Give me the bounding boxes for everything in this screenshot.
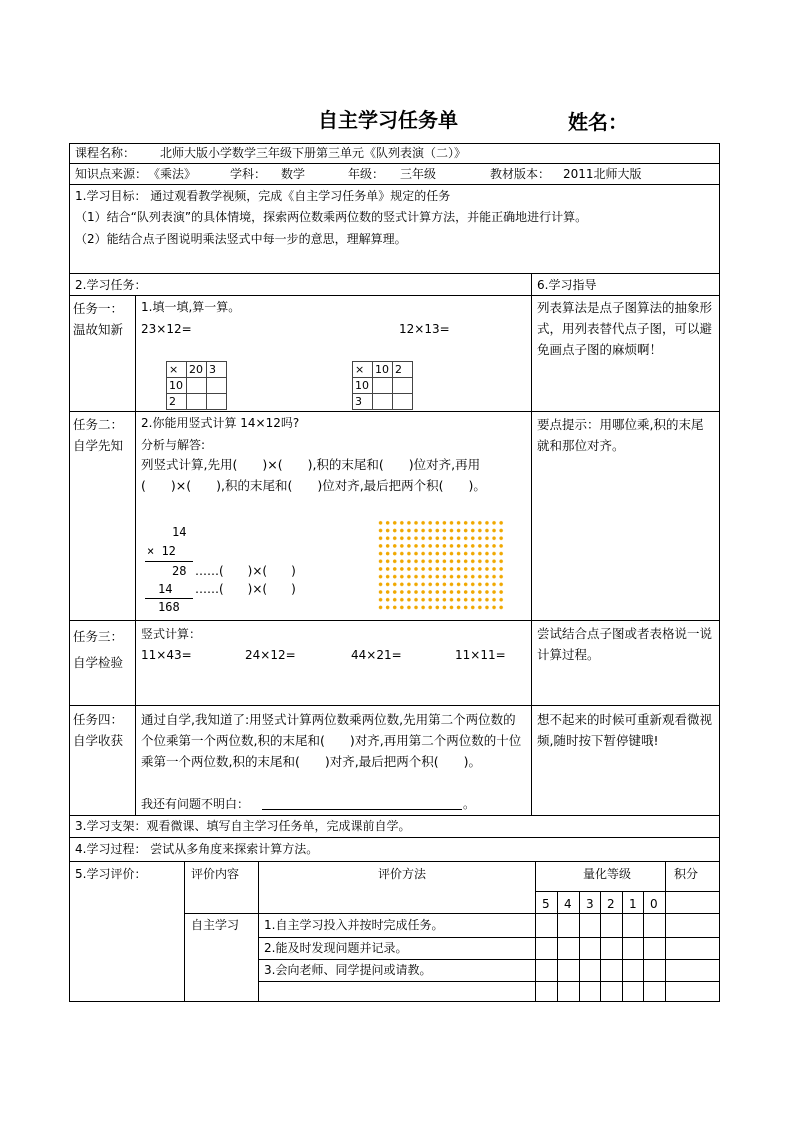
task4-label: 任务四：自学收获 <box>73 712 124 748</box>
grade-value: 三年级 <box>400 167 437 181</box>
grid-cell: 10 <box>373 362 393 378</box>
task3-guide: 尝试结合点子图或者表格说一说计算过程。 <box>537 626 713 662</box>
grid-cell[interactable] <box>373 394 393 410</box>
vertical-line-1: 14 <box>172 525 187 539</box>
level-0: 0 <box>650 897 658 911</box>
method-header: 评价方法 <box>378 867 427 881</box>
task4-body: 通过自学,我知道了:用竖式计算两位数乘两位数,先用第二个两位数的个位乘第一个两位数,积的末尾和( )对齐,再用第二个两位数的十位乘第一个两位数,积的末尾和( )对齐,最后把两个积( )。 <box>141 712 522 769</box>
task3-eq-1: 11×43= <box>141 648 192 662</box>
level-3: 3 <box>586 897 594 911</box>
process-text: 4.学习过程： 尝试从多角度来探索计算方法。 <box>75 842 319 856</box>
vertical-line-2: × 12 <box>147 544 176 558</box>
grid-cell[interactable] <box>207 378 227 394</box>
task1-grid-1 <box>166 361 227 410</box>
grid-cell: 2 <box>393 362 413 378</box>
grid-cell[interactable] <box>187 378 207 394</box>
grade-label: 年级： <box>348 167 385 181</box>
task3-eq-3: 44×21= <box>351 648 402 662</box>
grid-cell[interactable] <box>187 394 207 410</box>
grid-cell: 3 <box>353 394 373 410</box>
name-label: 姓名： <box>568 110 628 134</box>
grid-cell: 10 <box>353 378 373 394</box>
grid-cell: 2 <box>167 394 187 410</box>
evaluation-label: 5.学习评价： <box>75 867 147 881</box>
score-header: 积分 <box>674 867 699 881</box>
task3-label: 任务三：自学检验 <box>73 629 124 670</box>
task2-body: 列竖式计算,先用( )×( ),积的末尾和( )位对齐,再用( )×( ),积的末尾和( )位对齐,最后把两个积( )。 <box>141 457 486 493</box>
vertical-line-4: 14 <box>158 582 173 596</box>
task4-guide: 想不起来的时候可重新观看微视频,随时按下暂停键哦! <box>537 712 713 748</box>
grid-cell: × <box>167 362 187 378</box>
grid-cell: × <box>353 362 373 378</box>
task1-intro: 1.填一填,算一算。 <box>141 300 241 314</box>
grid-cell[interactable] <box>207 394 227 410</box>
subject-value: 数学 <box>281 167 306 181</box>
task4-question: 我还有问题不明白： <box>141 797 250 811</box>
grid-cell[interactable] <box>393 378 413 394</box>
vertical-fill-2: ……( )×( ) <box>195 582 296 596</box>
goals-heading: 1.学习目标： 通过观看教学视频，完成《自主学习任务单》规定的任务 <box>75 189 451 203</box>
vertical-line-3: 28 <box>172 564 187 578</box>
grid-cell[interactable] <box>373 378 393 394</box>
task2-guide: 要点提示：用哪位乘,积的末尾就和那位对齐。 <box>537 417 704 453</box>
grid-cell: 20 <box>187 362 207 378</box>
level-1: 1 <box>629 897 637 911</box>
content-header: 评价内容 <box>191 867 240 881</box>
vertical-line-5: 168 <box>158 600 180 614</box>
course-label: 课程名称： <box>75 146 136 160</box>
goal-item-1: （1）结合“队列表演”的具体情境，探索两位数乘两位数的竖式计算方法，并能正确地进行计算。 <box>75 210 588 224</box>
grid-cell: 3 <box>207 362 227 378</box>
edition-label: 教材版本： <box>490 167 551 181</box>
task3-eq-4: 11×11= <box>455 648 506 662</box>
grid-cell[interactable] <box>393 394 413 410</box>
method-2: 2.能及时发现问题并记录。 <box>264 941 408 955</box>
level-2: 2 <box>607 897 615 911</box>
task1-guide: 列表算法是点子图算法的抽象形式，用列表替代点子图，可以避免画点子图的麻烦啊！ <box>537 300 713 357</box>
vertical-fill-1: ……( )×( ) <box>195 564 296 578</box>
answer-blank[interactable] <box>262 809 462 810</box>
edition-value: 2011北师大版 <box>563 167 642 181</box>
guide-heading: 6.学习指导 <box>537 278 597 292</box>
task3-eq-2: 24×12= <box>245 648 296 662</box>
level-4: 4 <box>564 897 572 911</box>
subject-label: 学科： <box>230 167 267 181</box>
task1-grid-2 <box>352 361 413 410</box>
task1-eq2: 12×13= <box>399 322 450 336</box>
source-value: 《乘法》 <box>148 167 197 181</box>
task3-intro: 竖式计算： <box>141 627 202 641</box>
evaluation-item: 自主学习 <box>191 918 240 932</box>
method-3: 3.会向老师、同学提问或请教。 <box>264 963 432 977</box>
task4-end: 。 <box>463 797 476 811</box>
source-label: 知识点来源： <box>75 167 148 181</box>
dot-array-image <box>377 519 505 611</box>
goal-item-2: （2）能结合点子图说明乘法竖式中每一步的意思，理解算理。 <box>75 232 407 246</box>
level-5: 5 <box>542 897 550 911</box>
support-text: 3.学习支架：观看微课、填写自主学习任务单，完成课前自学。 <box>75 819 411 833</box>
task2-analysis: 分析与解答: <box>141 438 206 452</box>
course-name: 北师大版小学数学三年级下册第三单元《队列表演（二）》 <box>160 146 467 160</box>
task2-question: 2.你能用竖式计算 14×12吗? <box>141 416 300 430</box>
task1-eq1: 23×12= <box>141 322 192 336</box>
task2-label: 任务二：自学先知 <box>73 417 124 453</box>
method-1: 1.自主学习投入并按时完成任务。 <box>264 918 444 932</box>
tasks-heading: 2.学习任务： <box>75 278 147 292</box>
grid-cell: 10 <box>167 378 187 394</box>
level-header: 量化等级 <box>583 867 632 881</box>
task1-label: 任务一：温故知新 <box>73 301 124 337</box>
page-title: 自主学习任务单 <box>318 108 458 132</box>
